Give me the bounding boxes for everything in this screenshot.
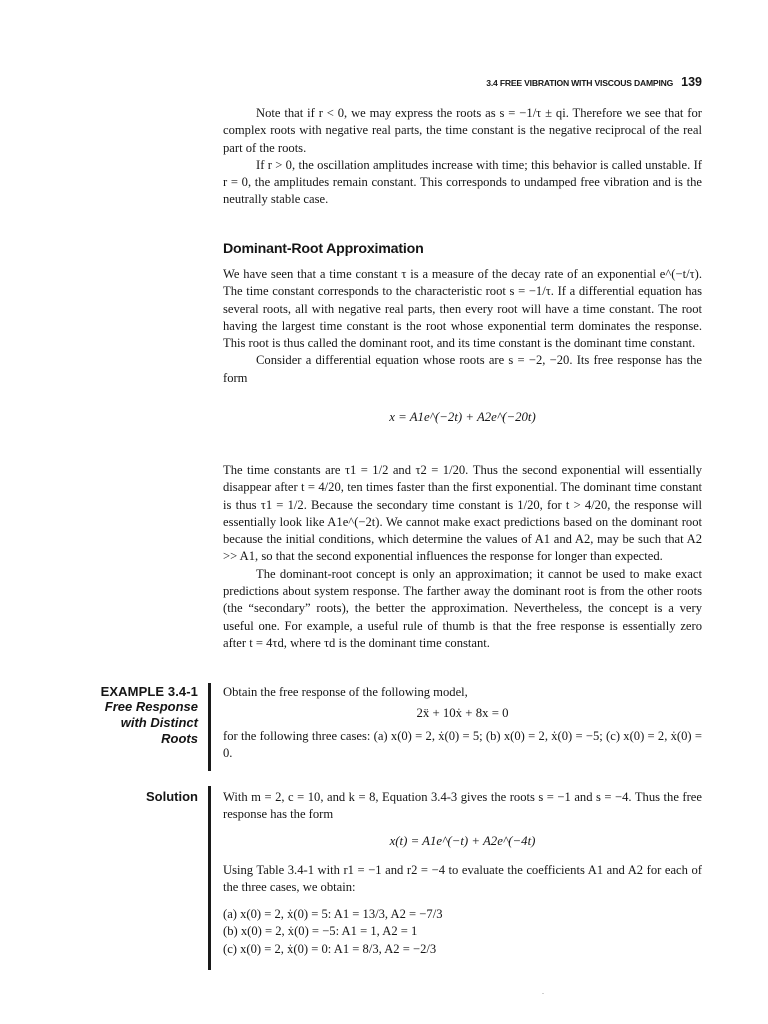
section-paragraph-1: We have seen that a time constant τ is a measure of the decay rate of an exponential e^(−t/τ). The time constant corresponds to the characteristic root s = −1/τ. If a differential equation has several roots, all with negative real parts, then every root will have a time constant. The root having the largest time constant is the root whose exponential term dominates the response. This root is thus called the dominant root, and its time constant is the dominant time constant. (223, 267, 702, 351)
example-title-line-2: with Distinct (120, 715, 198, 730)
section-paragraph-3: The time constants are τ1 = 1/2 and τ2 = 1/20. Thus the second exponential will essentially disappear after t = 4/20, ten times faster than the first exponential. The dominant time constant is thus τ1 = 1/2. Because the secondary time constant is 1/20, for t > 4/20, the response will essentially look like A1e^(−2t). We cannot make exact predictions based on the dominant root because the initial conditions, which determine the values of A1 and A2, may be such that A2 >> A1, so that the second exponential influences the response for longer than expected. (223, 463, 702, 564)
solution-rule (208, 786, 211, 970)
solution-label: Solution (146, 789, 198, 804)
example-label: EXAMPLE 3.4-1 (100, 684, 198, 699)
intro-paragraph-1: Note that if r < 0, we may express the roots as s = −1/τ ± qi. Therefore we see that for complex roots with negative real parts, the time constant is the negative reciprocal of the real part of the roots. (223, 106, 702, 155)
section-text-top (223, 266, 702, 387)
section-paragraph-4: The dominant-root concept is only an approximation; it cannot be used to make exact predictions about system response. The farther away the dominant root is from the other roots (the “secondary” roots), the better the approximation. Nevertheless, the concept is a very useful one. For example, a useful rule of thumb is that the free response is essentially zero after t = 4τd, where τd is the dominant time constant. (223, 566, 702, 650)
example-model-equation: 2ẍ + 10ẋ + 8x = 0 (416, 706, 509, 720)
example-title-line-3: Roots (161, 731, 198, 746)
section-text-bottom (223, 462, 702, 652)
result-case-b: (b) x(0) = 2, ẋ(0) = −5: A1 = 1, A2 = 1 (223, 924, 418, 939)
example-statement: Obtain the free response of the following model, (223, 685, 468, 699)
section-heading: Dominant-Root Approximation (223, 241, 424, 257)
section-title: 3.4 FREE VIBRATION WITH VISCOUS DAMPING (486, 78, 674, 88)
scan-speck (542, 993, 544, 994)
result-case-c: (c) x(0) = 2, ẋ(0) = 0: A1 = 8/3, A2 = −2/3 (223, 941, 437, 956)
example-title-line-1: Free Response (104, 699, 198, 714)
intro-paragraph-2: If r > 0, the oscillation amplitudes increase with time; this behavior is called unstable. If r = 0, the amplitudes remain constant. This corresponds to undamped free vibration and is the neutrally stable case. (223, 157, 702, 207)
solution-paragraph-2: Using Table 3.4-1 with r1 = −1 and r2 = −4 to evaluate the coefficients A1 and A2 for each of the three cases, we obtain: (223, 863, 702, 895)
section-paragraph-2: Consider a differential equation whose roots are s = −2, −20. Its free response has the form (223, 353, 702, 385)
solution-margin-label (146, 789, 198, 804)
result-case-a: (a) x(0) = 2, ẋ(0) = 5: A1 = 13/3, A2 = −7/3 (223, 907, 443, 921)
example-margin-label (101, 684, 198, 747)
page-number: 139 (681, 75, 702, 89)
solution-equation: x(t) = A1e^(−t) + A2e^(−4t) (389, 834, 536, 848)
equation-dominant-root: x = A1e^(−2t) + A2e^(−20t) (389, 410, 536, 424)
solution-paragraph-1: With m = 2, c = 10, and k = 8, Equation 3.4-3 gives the roots s = −1 and s = −4. Thus the free response has the form (223, 790, 702, 822)
example-rule (208, 683, 211, 771)
running-head (430, 73, 702, 91)
example-cases: for the following three cases: (a) x(0) = 2, ẋ(0) = 5; (b) x(0) = 2, ẋ(0) = −5; (c) x(0) = 2, ẋ(0) = 0. (223, 729, 702, 761)
solution-results (223, 906, 702, 958)
intro-text (223, 105, 702, 209)
